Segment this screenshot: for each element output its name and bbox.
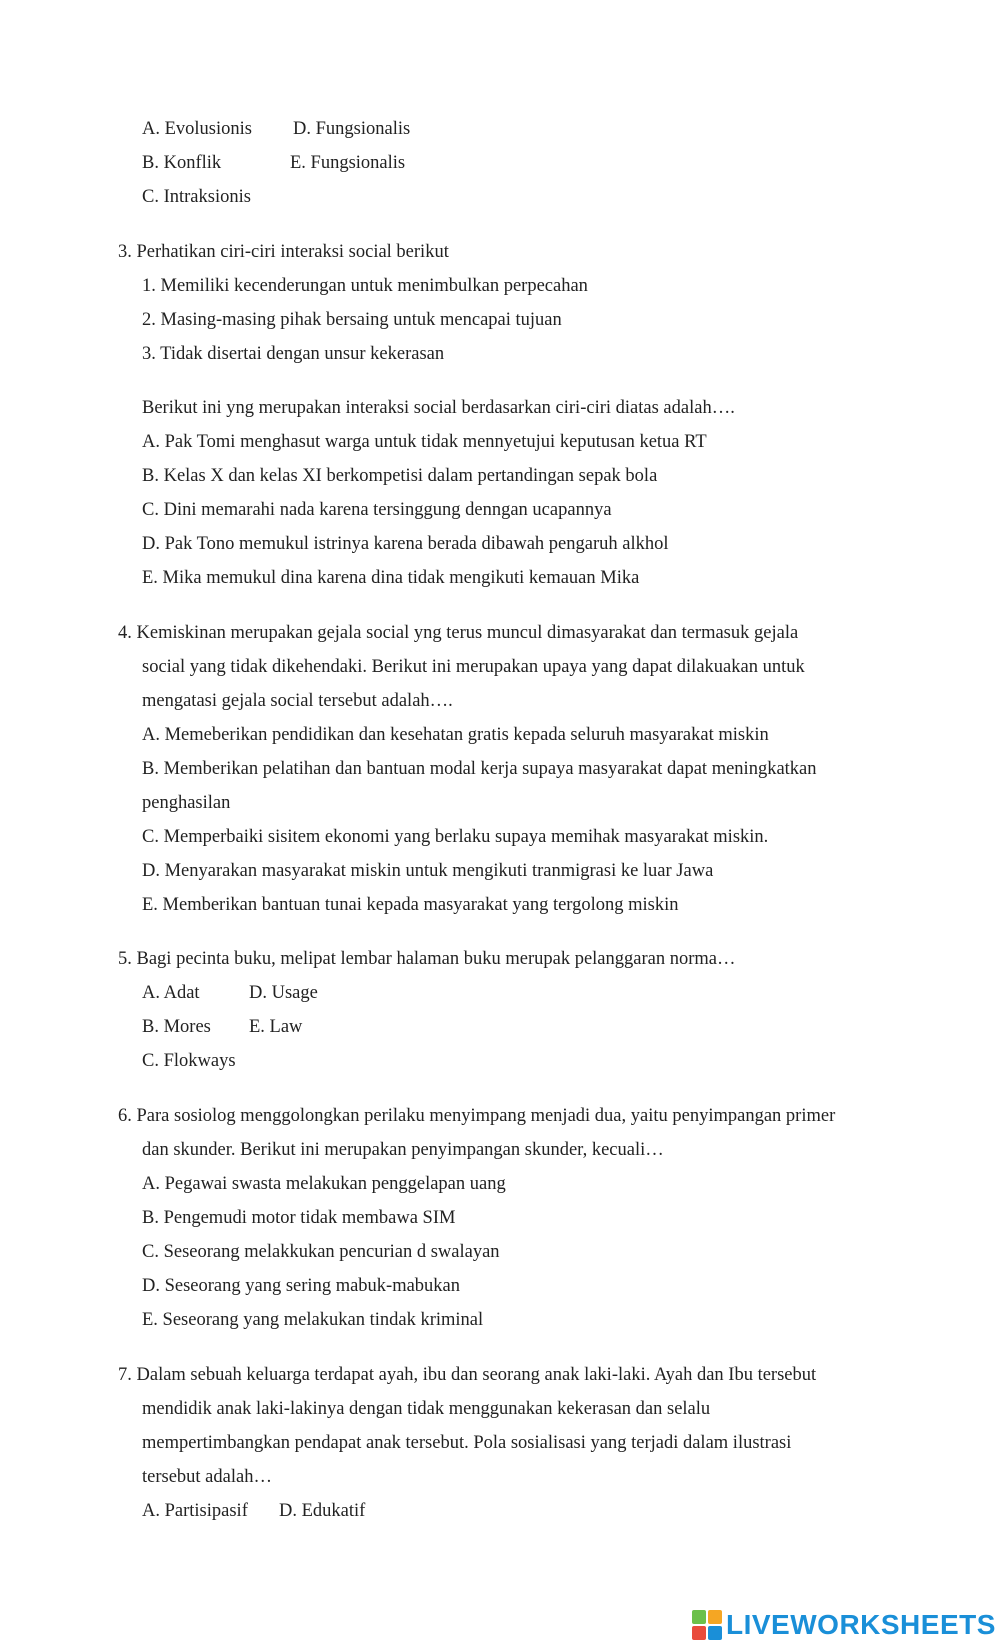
q5-option-b[interactable]: B. Mores xyxy=(142,1017,211,1037)
liveworksheets-brand-text: LIVEWORKSHEETS xyxy=(726,1609,996,1640)
q7-stem-line-4: tersebut adalah… xyxy=(142,1467,272,1487)
q6-option-e[interactable]: E. Seseorang yang melakukan tindak kriminal xyxy=(142,1310,484,1330)
q6-stem-line-1: 6. Para sosiolog menggolongkan perilaku menyimpang menjadi dua, yaitu penyimpangan primer xyxy=(118,1106,836,1126)
q6-option-b[interactable]: B. Pengemudi motor tidak membawa SIM xyxy=(142,1208,456,1228)
liveworksheets-logo-icon xyxy=(692,1610,722,1640)
q4-option-e[interactable]: E. Memberikan bantuan tunai kepada masyarakat yang tergolong miskin xyxy=(142,895,679,915)
q5-option-c[interactable]: C. Flokways xyxy=(142,1051,236,1071)
liveworksheets-logo xyxy=(692,1608,996,1642)
q4-option-b[interactable]: B. Memberikan pelatihan dan bantuan modal kerja supaya masyarakat dapat meningkatkan xyxy=(142,759,817,779)
q6-stem-line-2: dan skunder. Berikut ini merupakan penyimpangan skunder, kecuali… xyxy=(142,1140,664,1160)
q3-prompt: Berikut ini yng merupakan interaksi social berdasarkan ciri-ciri diatas adalah…. xyxy=(142,398,735,418)
q2-option-e[interactable]: E. Fungsionalis xyxy=(290,153,406,173)
q4-stem-line-1: 4. Kemiskinan merupakan gejala social yng terus muncul dimasyarakat dan termasuk gejala xyxy=(118,623,799,643)
q3-item-3: 3. Tidak disertai dengan unsur kekerasan xyxy=(142,344,445,364)
q4-option-c[interactable]: C. Memperbaiki sisitem ekonomi yang berlaku supaya memihak masyarakat miskin. xyxy=(142,827,769,847)
q4-option-a[interactable]: A. Memeberikan pendidikan dan kesehatan gratis kepada seluruh masyarakat miskin xyxy=(142,725,769,745)
q3-item-2: 2. Masing-masing pihak bersaing untuk mencapai tujuan xyxy=(142,310,562,330)
q2-option-d[interactable]: D. Fungsionalis xyxy=(293,119,411,139)
q7-stem-line-2: mendidik anak laki-lakinya dengan tidak menggunakan kekerasan dan selalu xyxy=(142,1399,711,1419)
q4-option-d[interactable]: D. Menyarakan masyarakat miskin untuk mengikuti tranmigrasi ke luar Jawa xyxy=(142,861,714,881)
q4-option-b-continued: penghasilan xyxy=(142,793,231,813)
q5-option-a[interactable]: A. Adat xyxy=(142,983,200,1003)
q5-option-e[interactable]: E. Law xyxy=(249,1017,303,1037)
q3-option-d[interactable]: D. Pak Tono memukul istrinya karena berada dibawah pengaruh alkhol xyxy=(142,534,669,554)
q4-stem-line-3: mengatasi gejala social tersebut adalah…. xyxy=(142,691,453,711)
q5-option-d[interactable]: D. Usage xyxy=(249,983,318,1003)
q6-option-d[interactable]: D. Seseorang yang sering mabuk-mabukan xyxy=(142,1276,461,1296)
q2-option-c[interactable]: C. Intraksionis xyxy=(142,187,251,207)
q4-stem-line-2: social yang tidak dikehendaki. Berikut ini merupakan upaya yang dapat dilakuakan untuk xyxy=(142,657,805,677)
q5-stem: 5. Bagi pecinta buku, melipat lembar halaman buku merupak pelanggaran norma… xyxy=(118,949,736,969)
q7-stem-line-1: 7. Dalam sebuah keluarga terdapat ayah, ibu dan seorang anak laki-laki. Ayah dan Ibu tersebut xyxy=(118,1365,817,1385)
q7-stem-line-3: mempertimbangkan pendapat anak tersebut. Pola sosialisasi yang terjadi dalam ilustrasi xyxy=(142,1433,792,1453)
q3-option-b[interactable]: B. Kelas X dan kelas XI berkompetisi dalam pertandingan sepak bola xyxy=(142,466,658,486)
q6-option-a[interactable]: A. Pegawai swasta melakukan penggelapan uang xyxy=(142,1174,506,1194)
q2-option-b[interactable]: B. Konflik xyxy=(142,153,222,173)
q3-option-c[interactable]: C. Dini memarahi nada karena tersinggung denngan ucapannya xyxy=(142,500,612,520)
q3-option-e[interactable]: E. Mika memukul dina karena dina tidak mengikuti kemauan Mika xyxy=(142,568,640,588)
q3-item-1: 1. Memiliki kecenderungan untuk menimbulkan perpecahan xyxy=(142,276,588,296)
q2-option-a[interactable]: A. Evolusionis xyxy=(142,119,252,139)
q3-stem: 3. Perhatikan ciri-ciri interaksi social berikut xyxy=(118,242,449,262)
q6-option-c[interactable]: C. Seseorang melakkukan pencurian d swalayan xyxy=(142,1242,500,1262)
q7-option-d[interactable]: D. Edukatif xyxy=(279,1501,366,1521)
q7-option-a[interactable]: A. Partisipasif xyxy=(142,1501,248,1521)
q3-option-a[interactable]: A. Pak Tomi menghasut warga untuk tidak mennyetujui keputusan ketua RT xyxy=(142,432,707,452)
